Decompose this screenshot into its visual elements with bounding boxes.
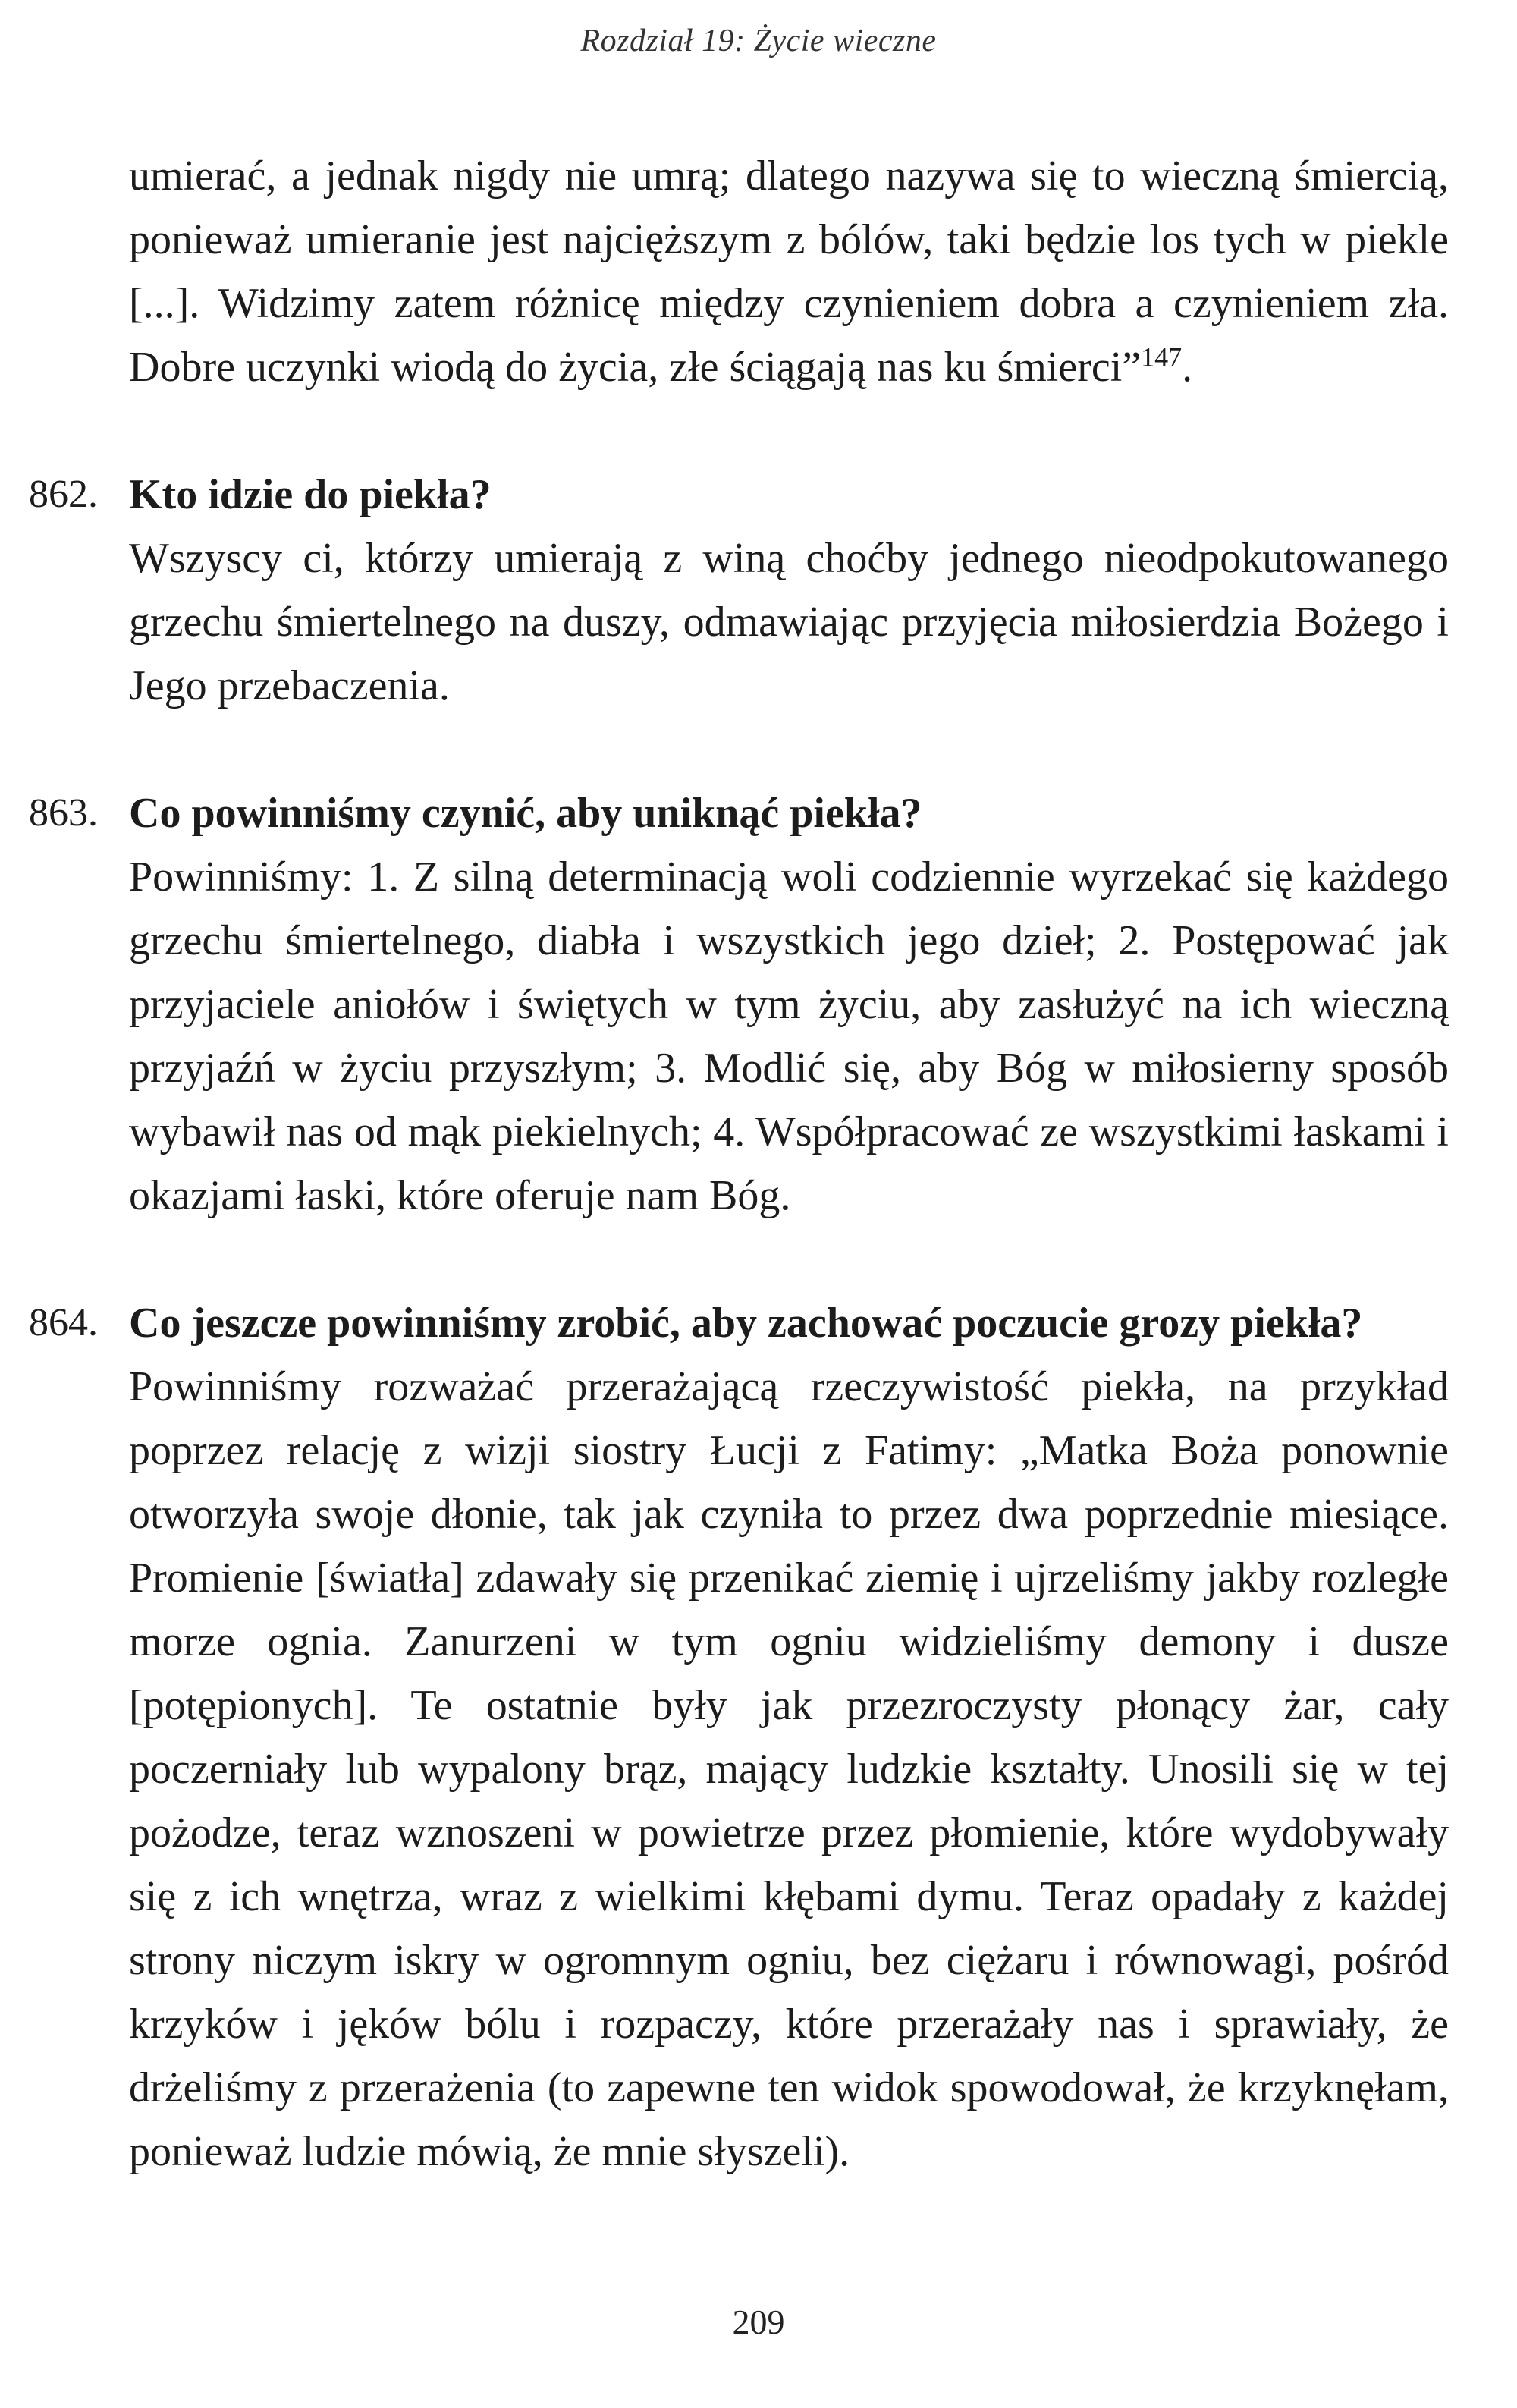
question-text: Co jeszcze powinniśmy zrobić, aby zachować poczucie grozy piekła?: [129, 1300, 1363, 1347]
answer-text: Powinniśmy: 1. Z silną determinacją woli codziennie wyrzekać się każdego grzechu śmiertelnego, diabła i wszystkich jego dzieł; 2. Postępować jak przyjaciele aniołów i świętych w tym życiu, aby zasłużyć na ich wieczną przyjaźń w życiu przyszłym; 3. Modlić się, aby Bóg w miłosierny sposób wybawił nas od mąk piekielnych; 4. Współpracować ze wszystkimi łaskami i okazjami łaski, które oferuje nam Bóg.: [129, 853, 1449, 1219]
intro-paragraph: [129, 144, 1449, 399]
page-body: [29, 144, 1449, 2183]
question-number: 864.: [29, 1301, 98, 1344]
page-number: 209: [732, 2303, 785, 2341]
intro-end: .: [1182, 344, 1193, 391]
running-header: Rozdział 19: Życie wieczne: [580, 24, 937, 58]
entry-863: [29, 781, 1449, 1228]
entry-862: [29, 463, 1449, 718]
intro-text: umierać, a jednak nigdy nie umrą; dlatego nazywa się to wieczną śmiercią, ponieważ umieranie jest najcięższym z bólów, taki będzie los tych w piekle [...]. Widzimy zatem różnicę między czynieniem dobra a czynieniem zła. Dobre uczynki wiodą do życia, złe ściągają nas ku śmierci”: [129, 152, 1449, 391]
question-number: 863.: [29, 791, 98, 835]
question-text: Co powinniśmy czynić, aby uniknąć piekła?: [129, 790, 922, 837]
entry-864: [29, 1291, 1449, 2183]
answer-text: Powinniśmy rozważać przerażającą rzeczywistość piekła, na przykład poprzez relację z wizji siostry Łucji z Fatimy: „Matka Boża ponownie otworzyła swoje dłonie, tak jak czyniła to przez dwa poprzednie miesiące. Promienie [światła] zdawały się przenikać ziemię i ujrzeliśmy jakby rozległe morze ognia. Zanurzeni w tym ogniu widzieliśmy demony i dusze [potępionych]. Te ostatnie były jak przezroczysty płonący żar, cały poczerniały lub wypalony brąz, mający ludzkie kształty. Unosili się w tej pożodze, teraz wznoszeni w powietrze przez płomienie, które wydobywały się z ich wnętrza, wraz z wielkimi kłębami dymu. Teraz opadały z każdej strony niczym iskry w ogromnym ogniu, bez ciężaru i równowagi, pośród krzyków i jęków bólu i rozpaczy, które przerażały nas i sprawiały, że drżeliśmy z przerażenia (to zapewne ten widok spowodował, że krzyknęłam, ponieważ ludzie mówią, że mnie słyszeli).: [129, 1363, 1449, 2175]
question-line: [29, 1291, 1449, 1355]
question-line: [29, 781, 1449, 845]
question-line: [29, 463, 1449, 527]
footnote-reference[interactable]: 147: [1141, 341, 1183, 373]
answer-text: Wszyscy ci, którzy umierają z winą choćby jednego nieodpokutowanego grzechu śmiertelnego na duszy, odmawiając przyjęcia miłosierdzia Bożego i Jego przebaczenia.: [129, 535, 1449, 709]
question-number: 862.: [29, 473, 98, 516]
question-text: Kto idzie do piekła?: [129, 471, 492, 518]
